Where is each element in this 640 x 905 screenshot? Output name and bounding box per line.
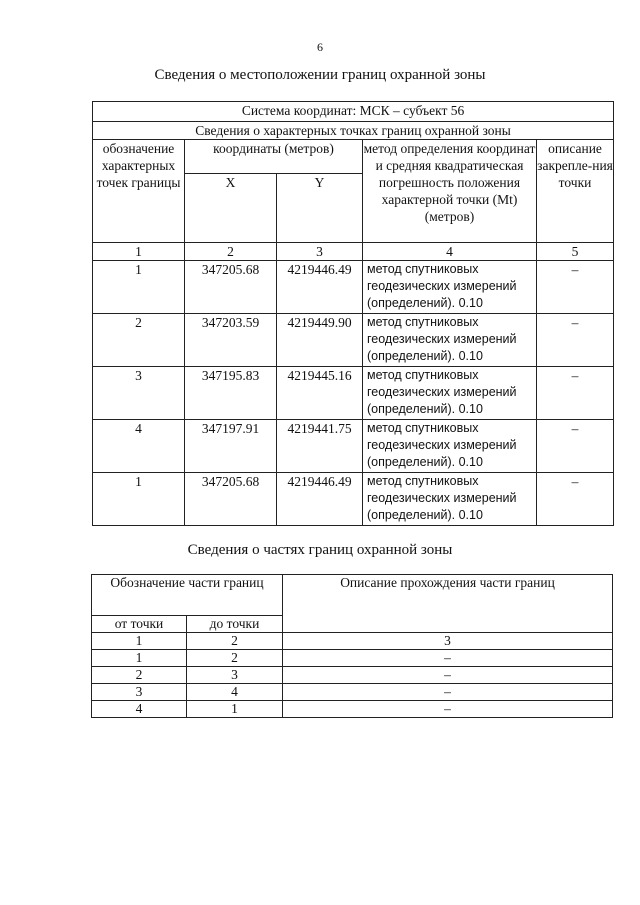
point-id: 3 [93,367,185,420]
fixing-description: – [537,420,614,473]
fixing-description: – [537,314,614,367]
fixing-description: – [537,367,614,420]
to-point: 4 [187,684,283,701]
table-row [93,473,614,526]
method-description: метод спутниковых геодезических измерений (определений). 0.10 [363,420,537,473]
method-description: метод спутниковых геодезических измерений (определений). 0.10 [363,261,537,314]
parts-section-title: Сведения о частях границ охранной зоны [187,542,453,558]
part-description: – [283,650,613,667]
point-id: 1 [93,473,185,526]
x-coordinate: 347197.91 [185,420,277,473]
point-id: 2 [93,314,185,367]
y-coordinate: 4219445.16 [277,367,363,420]
document-title: Сведения о местоположении границ охранной зоны [154,67,486,83]
y-coordinate: 4219446.49 [277,473,363,526]
points-heading: Сведения о характерных точках границ охранной зоны [93,122,614,140]
table-row [92,667,613,684]
column-number: 5 [537,243,614,261]
part-description: – [283,684,613,701]
header-method: метод определения координат и средняя квадратическая погрешность положения характерной точки (Mt) (метров) [363,140,537,243]
from-point: 4 [92,701,187,718]
method-description: метод спутниковых геодезических измерений (определений). 0.10 [363,314,537,367]
to-point: 3 [187,667,283,684]
to-point: 2 [187,650,283,667]
to-point: 1 [187,701,283,718]
boundary-parts-table [91,574,613,718]
header-part-designation: Обозначение части границ [92,575,283,616]
header-fixing: описание закрепле-ния точки [537,140,614,243]
y-coordinate: 4219446.49 [277,261,363,314]
header-point-designation: обозначение характерных точек границы [93,140,185,243]
column-number: 4 [363,243,537,261]
x-coordinate: 347205.68 [185,473,277,526]
point-id: 1 [93,261,185,314]
from-point: 2 [92,667,187,684]
x-coordinate: 347195.83 [185,367,277,420]
column-number: 1 [92,633,187,650]
column-number: 1 [93,243,185,261]
table-row [92,684,613,701]
from-point: 3 [92,684,187,701]
x-coordinate: 347205.68 [185,261,277,314]
fixing-description: – [537,473,614,526]
table-row [93,420,614,473]
coordinate-system-label: Система координат: МСК – субъект 56 [93,102,614,122]
header-x: X [185,174,277,243]
method-description: метод спутниковых геодезических измерений (определений). 0.10 [363,473,537,526]
column-number: 3 [283,633,613,650]
method-description: метод спутниковых геодезических измерений (определений). 0.10 [363,367,537,420]
column-number: 2 [185,243,277,261]
part-description: – [283,667,613,684]
table-row [93,314,614,367]
header-part-description: Описание прохождения части границ [283,575,613,633]
point-id: 4 [93,420,185,473]
table-row [92,701,613,718]
y-coordinate: 4219441.75 [277,420,363,473]
boundary-points-table [92,101,614,526]
column-number: 3 [277,243,363,261]
table-row [93,261,614,314]
header-y: Y [277,174,363,243]
fixing-description: – [537,261,614,314]
header-to-point: до точки [187,616,283,633]
page-number: 6 [317,40,323,54]
from-point: 1 [92,650,187,667]
header-coordinates: координаты (метров) [185,140,363,174]
header-from-point: от точки [92,616,187,633]
table-row [93,367,614,420]
y-coordinate: 4219449.90 [277,314,363,367]
table-row [92,650,613,667]
column-number: 2 [187,633,283,650]
x-coordinate: 347203.59 [185,314,277,367]
part-description: – [283,701,613,718]
